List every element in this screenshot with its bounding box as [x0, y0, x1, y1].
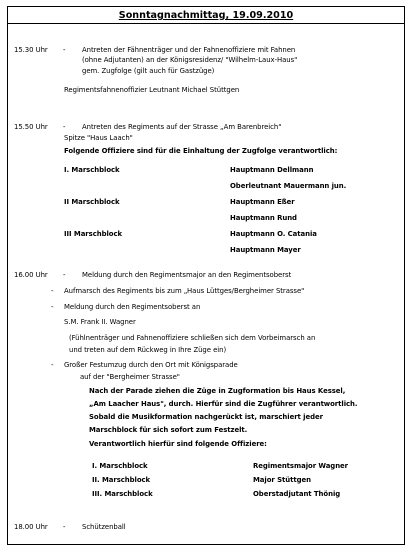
page-title-text: Sonntagnachmittag, 19.09.2010: [118, 10, 294, 21]
block3-bold-line2: „Am Laacher Haus", durch. Hierfür sind die Zugführer verantwortlich.: [89, 400, 358, 408]
block3-line1: Meldung durch den Regimentsmajor an den Regimentsoberst: [82, 271, 292, 279]
title-separator: [8, 23, 404, 24]
dash: -: [63, 123, 66, 131]
dash: -: [63, 46, 66, 54]
block3-line2: Aufmarsch des Regiments bis zum „Haus Lüttges/Bergheimer Strasse": [64, 287, 305, 295]
schedule-sheet: [8, 7, 404, 544]
block2-row1-col1: I. Marschblock: [64, 166, 120, 174]
block1-line2: (ohne Adjutanten) an der Königsresidenz/ "Wilhelm-Laux-Haus": [82, 56, 298, 64]
block1-line1: Antreten der Fähnenträger und der Fahnenoffiziere mit Fahnen: [82, 46, 296, 54]
block2-line1: Antreten des Regiments auf der Strasse „Am Barenbreich": [82, 123, 282, 131]
time-1800: 18.00 Uhr: [14, 523, 48, 531]
block2-row4-col2: Hauptmann Rund: [230, 214, 297, 222]
block3-bold-line3: Sobald die Musikformation nachgerückt ist, marschiert jeder: [89, 413, 323, 421]
block2-row2-col2: Oberleutnant Mauermann jun.: [230, 182, 347, 190]
block3-row1-col1: I. Marschblock: [92, 462, 148, 470]
block3-line4: S.M. Frank II. Wagner: [64, 318, 136, 326]
block3-line8: auf der "Bergheimer Strasse": [80, 373, 180, 381]
block2-row5-col2: Hauptmann O. Catania: [230, 230, 317, 238]
block1-line3: gem. Zugfolge (gilt auch für Gastzüge): [82, 67, 215, 75]
block3-line5: (Fühlnenträger und Fahnenoffiziere schließen sich dem Vorbeimarsch an: [69, 334, 316, 342]
block2-subheading: Folgende Offiziere sind für die Einhaltung der Zugfolge verantwortlich:: [64, 147, 338, 155]
block3-line6: und treten auf dem Rückweg in Ihre Züge ein): [69, 346, 227, 354]
block4-line1: Schützenball: [82, 523, 126, 531]
block3-bold-line5: Verantwortlich hierfür sind folgende Offiziere:: [89, 440, 267, 448]
time-1550: 15.50 Uhr: [14, 123, 48, 131]
block3-line7: Großer Festumzug durch den Ort mit Königsparade: [64, 361, 238, 369]
dash: -: [51, 287, 54, 295]
block3-bold-line1: Nach der Parade ziehen die Züge in Zugformation bis Haus Kessel,: [89, 387, 346, 395]
block2-row5-col1: III Marschblock: [64, 230, 123, 238]
dash: -: [63, 523, 66, 531]
dash: -: [63, 271, 66, 279]
block3-bold-line4: Marschblock für sich sofort zum Festzelt.: [89, 426, 248, 434]
block2-row1-col2: Hauptmann Dellmann: [230, 166, 314, 174]
block2-row3-col2: Hauptmann Eßer: [230, 198, 295, 206]
schedule-page: [7, 6, 405, 545]
time-1600: 16.00 Uhr: [14, 271, 48, 279]
block3-row2-col2: Major Stüttgen: [253, 476, 311, 484]
dash: -: [51, 303, 54, 311]
block2-line2: Spitze "Haus Laach": [64, 134, 133, 142]
block3-row3-col2: Oberstadjutant Thönig: [253, 490, 341, 498]
block3-row3-col1: III. Marschblock: [92, 490, 153, 498]
block2-row3-col1: II Marschblock: [64, 198, 120, 206]
dash: -: [51, 361, 54, 369]
block3-row1-col2: Regimentsmajor Wagner: [253, 462, 349, 470]
page-title: [8, 10, 404, 22]
block2-row6-col2: Hauptmann Mayer: [230, 246, 301, 254]
block1-line4: Regimentsfahnenoffizier Leutnant Michael Stüttgen: [64, 86, 240, 94]
block3-row2-col1: II. Marschblock: [92, 476, 151, 484]
time-1530: 15.30 Uhr: [14, 46, 48, 54]
block3-line3: Meldung durch den Regimentsoberst an: [64, 303, 201, 311]
